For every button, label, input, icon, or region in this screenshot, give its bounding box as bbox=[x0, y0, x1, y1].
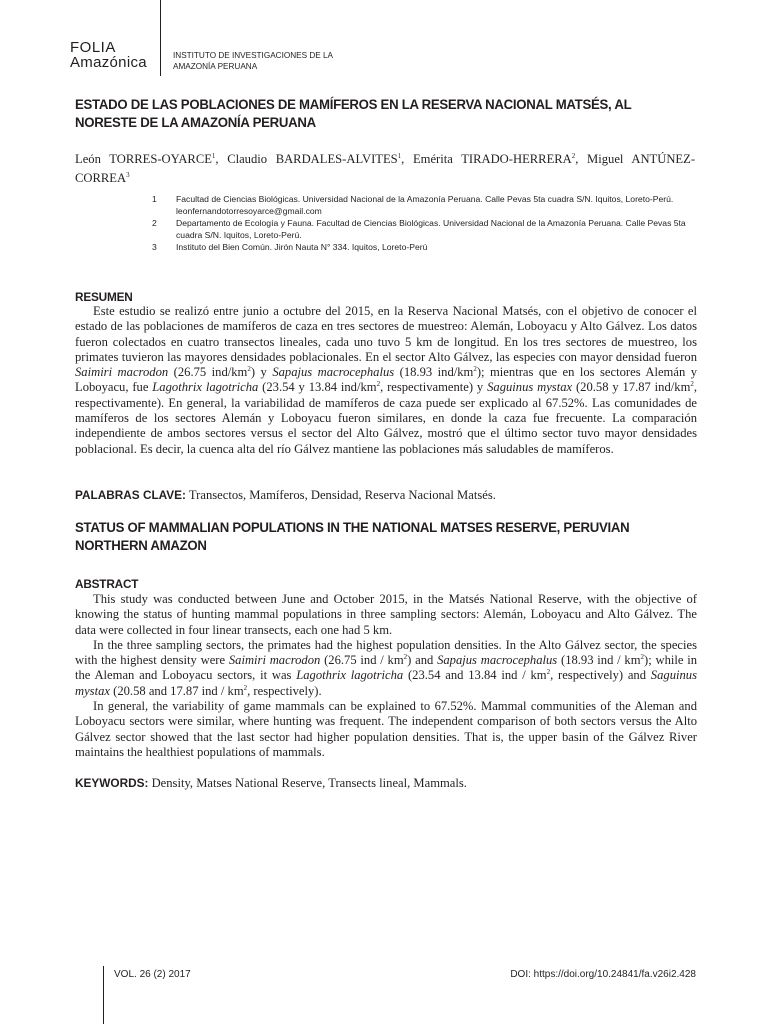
keywords-label: KEYWORDS: bbox=[75, 776, 149, 790]
resumen-text: (18.93 ind/km bbox=[399, 365, 474, 380]
resumen-paragraph bbox=[75, 304, 697, 457]
abstract-text: , respectively). bbox=[247, 683, 322, 698]
resumen-text: , respectivamente) y bbox=[380, 380, 484, 395]
author-separator: , bbox=[401, 152, 413, 167]
resumen-text: (20.58 y 17.87 ind/km bbox=[575, 380, 691, 395]
author-name: Emérita TIRADO-HERRERA bbox=[412, 152, 572, 167]
author-affiliation-number: 3 bbox=[126, 171, 130, 180]
doi-link[interactable]: DOI: https://doi.org/10.24841/fa.v26i2.428 bbox=[510, 969, 696, 980]
superscript: 2 bbox=[546, 668, 551, 677]
resumen-heading: RESUMEN bbox=[75, 290, 133, 304]
keywords-english bbox=[75, 776, 697, 791]
journal-logo bbox=[70, 40, 147, 70]
title-english: STATUS OF MAMMALIAN POPULATIONS IN THE NATIONAL MATSES RESERVE, PERUVIAN NORTHERN AMAZON bbox=[75, 520, 630, 554]
superscript: 2 bbox=[247, 365, 251, 373]
resumen-body bbox=[75, 304, 697, 457]
abstract-text: (26.75 ind / km bbox=[324, 653, 404, 668]
affiliation-item bbox=[152, 241, 697, 253]
volume-info: VOL. 26 (2) 2017 bbox=[114, 969, 191, 980]
resumen-text: (26.75 ind/km bbox=[173, 365, 248, 380]
author-list bbox=[75, 148, 695, 186]
species-name: Sapajus macrocephalus bbox=[272, 365, 395, 380]
affiliation-number: 2 bbox=[152, 218, 157, 228]
abstract-text: ); while in the Aleman and Loboyacu sectors, it was bbox=[75, 653, 698, 683]
species-name: Lagothrix lagotricha bbox=[152, 380, 259, 395]
species-name: Sapajus macrocephalus bbox=[437, 653, 558, 668]
abstract-text: (23.54 and 13.84 ind / km bbox=[407, 668, 547, 683]
superscript: 2 bbox=[403, 653, 408, 661]
author-affiliation-number: 2 bbox=[571, 152, 576, 160]
species-name: Saguinus mystax bbox=[487, 380, 573, 395]
title-spanish: ESTADO DE LAS POBLACIONES DE MAMÍFEROS EN LA RESERVA NACIONAL MATSÉS, AL NORESTE DE LA AMAZONÍA PERUANA bbox=[75, 97, 632, 131]
author-separator: , bbox=[215, 152, 228, 167]
abstract-paragraph: In general, the variability of game mammals can be explained to 67.52%. Mammal communities of the Aleman and Loboyacu sectors were similar, where hunting was frequent. The independent comparison of both sectors versus the Alto Gálvez sector showed that the last sector had higher population densities. That is, the upper basin of the Gálvez River maintains the healthiest populations of mammals. bbox=[75, 699, 697, 759]
footer-divider bbox=[103, 966, 104, 1024]
keywords-label: PALABRAS CLAVE: bbox=[75, 488, 186, 502]
author-name: Claudio BARDALES-ALVITES bbox=[227, 152, 398, 167]
abstract-body bbox=[75, 592, 697, 760]
author-affiliation-number: 1 bbox=[397, 152, 402, 160]
resumen-text: ) y bbox=[250, 365, 267, 380]
affiliation-item bbox=[152, 217, 697, 241]
superscript: 2 bbox=[243, 683, 248, 692]
logo-line-2: Amazónica bbox=[70, 54, 147, 71]
abstract-heading: ABSTRACT bbox=[75, 577, 139, 591]
keywords-spanish bbox=[75, 488, 697, 503]
institute-line-2: AMAZONÍA PERUANA bbox=[173, 61, 258, 71]
header-divider bbox=[160, 0, 161, 76]
abstract-text: (20.58 and 17.87 ind / km bbox=[113, 683, 244, 698]
abstract-text: In the three sampling sectors, the primates had the highest population densities. In the Alto Gálvez sector, the species with the highest density were bbox=[75, 637, 697, 668]
affiliation-number: 1 bbox=[152, 194, 157, 204]
resumen-text: (23.54 y 13.84 ind/km bbox=[262, 380, 377, 395]
keywords-text: Transectos, Mamíferos, Densidad, Reserva Nacional Matsés. bbox=[188, 488, 496, 502]
affiliation-text: Departamento de Ecología y Fauna. Facultad de Ciencias Biológicas. Universidad Nacional de la Amazonía Peruana. Calle Pevas 5ta cuadra S/N. Iquitos, Loreto-Perú. bbox=[176, 218, 686, 240]
keywords-text: Density, Matses National Reserve, Transects lineal, Mammals. bbox=[151, 776, 467, 790]
species-name: Saimiri macrodon bbox=[75, 365, 169, 380]
abstract-text: (18.93 ind / km bbox=[561, 653, 641, 668]
resumen-text: , respectivamente). En general, la variabilidad de mamíferos de caza puede ser explicado al 67.52%. Las comunidades de mamíferos de los sectores Alemán y Loboyacu fueron similares, en donde la caza fue frecuente. La comparación independiente de ambos sectores versus el sector del Alto Gálvez, mostró que el último sector tuvo mayor densidades poblacional. Es decir, la cuenca alta del río Gálvez mantiene las poblaciones más saludables de mamíferos. bbox=[75, 380, 698, 456]
abstract-text: ) and bbox=[407, 653, 434, 668]
affiliation-text-block bbox=[176, 193, 697, 217]
species-name: Saguinus mystax bbox=[75, 668, 697, 698]
institute-name bbox=[173, 51, 333, 72]
author-email[interactable]: leonfernandotorresoyarce@gmail.com bbox=[176, 206, 322, 216]
species-name: Saimiri macrodon bbox=[228, 653, 321, 668]
superscript: 2 bbox=[473, 365, 477, 373]
superscript: 2 bbox=[640, 653, 645, 661]
abstract-text: , respectively) and bbox=[550, 668, 647, 683]
author-affiliation-number: 1 bbox=[211, 152, 216, 160]
affiliation-number: 3 bbox=[152, 242, 157, 252]
logo-line-1: FOLIA bbox=[70, 39, 116, 56]
affiliation-list bbox=[152, 193, 697, 253]
author-name: Miguel ANTÚNEZ- CORREA bbox=[75, 152, 696, 186]
resumen-text: Este estudio se realizó entre junio a octubre del 2015, en la Reserva Nacional Matsés, con el objetivo de conocer el estado de las poblaciones de mamíferos de caza en tres sectores de muestreo: Alemán, Loboyacu y Alto Gálvez. Los datos fueron colectados en cuatro transectos lineales, cada uno tuvo 5 km de longitud. En los tres sectores de muestreo, los primates tuvieron las mayores densidades poblacionales. En el sector Alto Gálvez, las especies con mayor densidad fueron bbox=[75, 304, 697, 364]
abstract-paragraph: This study was conducted between June and October 2015, in the Matsés National Reserve, with the objective of knowing the status of hunting mammal populations in three sampling sectors: Alemán, Loboyacu and Alto Gálvez. The data were collected in four linear transects, each one had 5 km. bbox=[75, 592, 697, 637]
affiliation-text: Facultad de Ciencias Biológicas. Universidad Nacional de la Amazonía Peruana. Calle Pevas 5ta cuadra S/N. Iquitos, Loreto-Perú. bbox=[176, 194, 674, 204]
author-separator: , bbox=[575, 152, 588, 167]
superscript: 2 bbox=[376, 380, 381, 389]
superscript: 2 bbox=[690, 380, 694, 389]
species-name: Lagothrix lagotricha bbox=[296, 668, 404, 683]
institute-line-1: INSTITUTO DE INVESTIGACIONES DE LA bbox=[173, 51, 333, 60]
author-name: León TORRES-OYARCE bbox=[75, 152, 212, 167]
resumen-text: ); mientras que en los sectores Alemán y Loboyacu, fue bbox=[75, 365, 698, 395]
abstract-paragraph bbox=[75, 638, 697, 699]
affiliation-item bbox=[152, 193, 697, 217]
affiliation-text: Instituto del Bien Común. Jirón Nauta N° 334. Iquitos, Loreto-Perú bbox=[176, 242, 428, 252]
